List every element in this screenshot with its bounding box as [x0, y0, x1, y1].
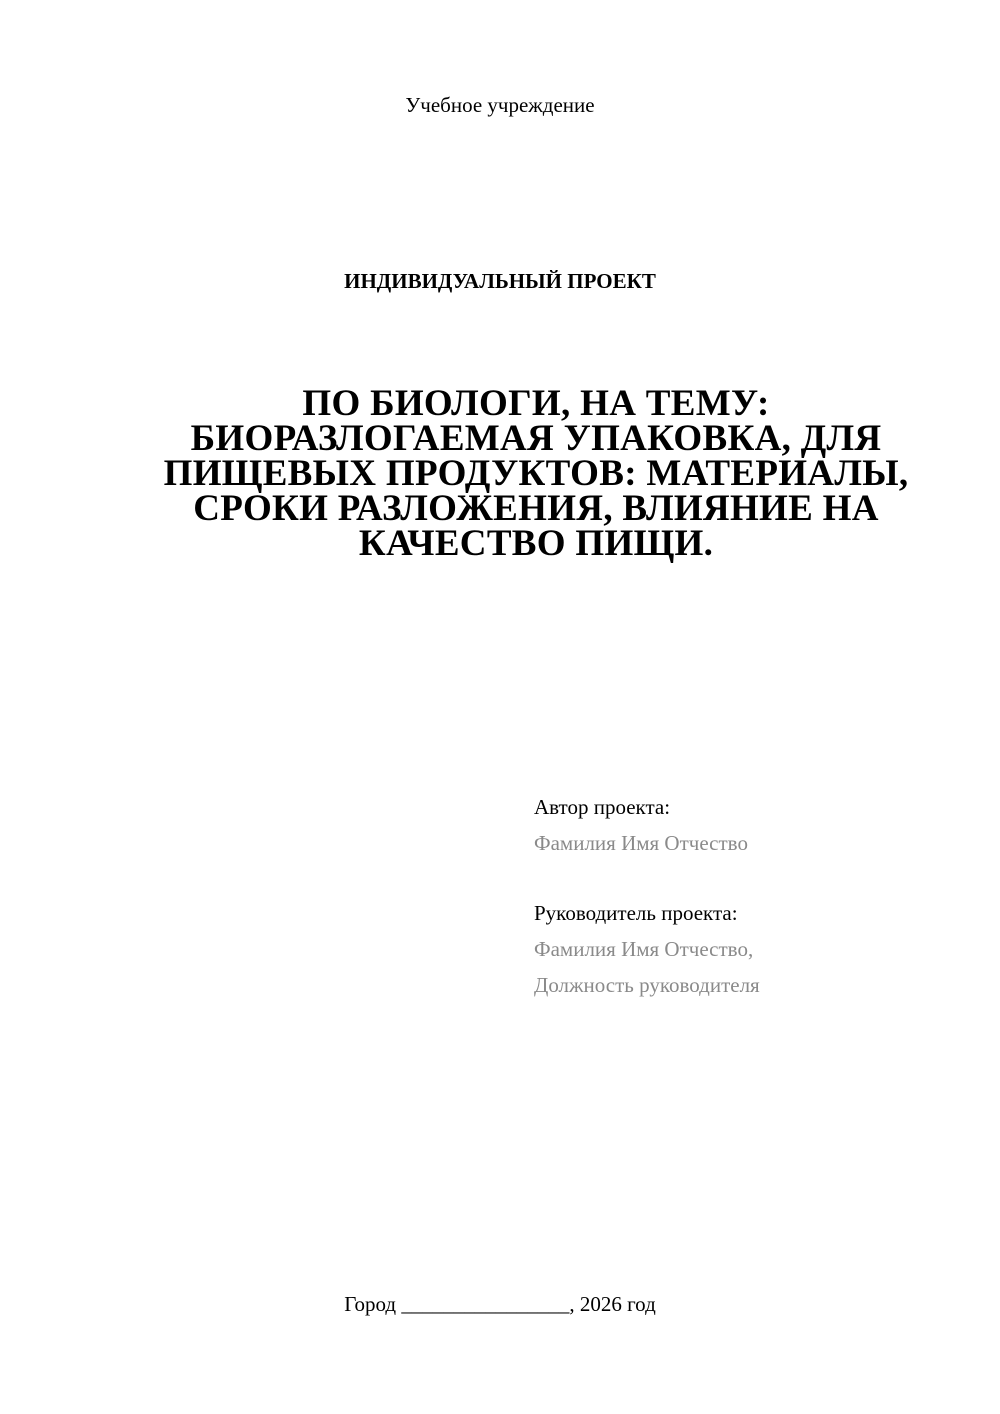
- supervisor-position: Должность руководителя: [534, 973, 760, 997]
- supervisor-label: Руководитель проекта:: [534, 901, 738, 925]
- title-line: ПИЩЕВЫХ ПРОДУКТОВ: МАТЕРИАЛЫ,: [163, 453, 909, 494]
- project-title: [140, 383, 932, 564]
- spacer: [534, 861, 974, 895]
- institution-name: Учебное учреждение: [405, 93, 595, 117]
- document-type: ИНДИВИДУАЛЬНЫЙ ПРОЕКТ: [344, 269, 656, 293]
- title-line: БИОРАЗЛОГАЕМАЯ УПАКОВКА, ДЛЯ: [190, 418, 882, 459]
- supervisor-name: Фамилия Имя Отчество,: [534, 937, 754, 961]
- title-line: СРОКИ РАЗЛОЖЕНИЯ, ВЛИЯНИЕ НА: [193, 488, 879, 529]
- author-name: Фамилия Имя Отчество: [534, 831, 748, 855]
- title-line: КАЧЕСТВО ПИЩИ.: [358, 523, 714, 564]
- title-line: ПО БИОЛОГИ, НА ТЕМУ:: [302, 383, 770, 424]
- author-label: Автор проекта:: [534, 795, 671, 819]
- city-year-line: Город ________________, 2026 год: [344, 1292, 656, 1316]
- project-credits: [534, 789, 974, 1003]
